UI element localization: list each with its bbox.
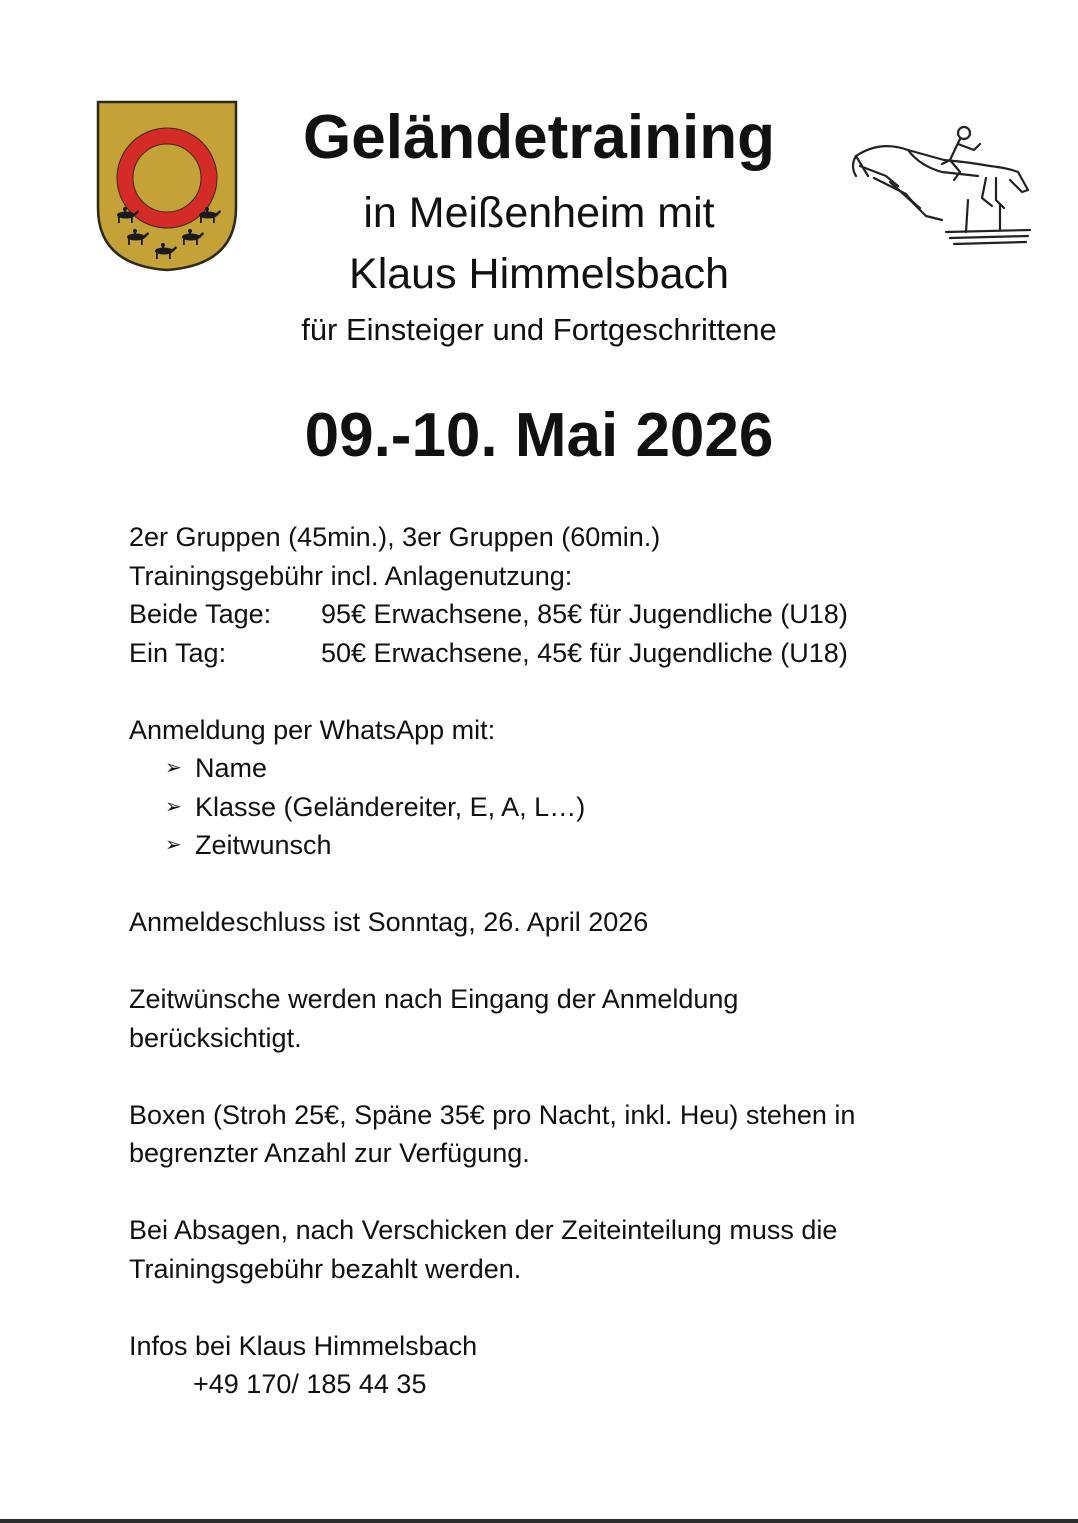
details-section [129,518,1029,1404]
bottom-border [0,1519,1078,1523]
time-wishes-note: berücksichtigt. [129,1022,302,1053]
boxes-note: Boxen (Stroh 25€, Späne 35€ pro Nacht, inkl. Heu) stehen in [129,1099,856,1130]
subtitle-trainer: Klaus Himmelsbach [349,250,729,298]
list-item-label: Name [195,753,268,783]
event-date: 09.-10. Mai 2026 [304,401,774,470]
list-item [165,826,1029,865]
registration-list [129,749,1029,865]
list-item [165,749,1029,788]
contact-phone[interactable]: +49 170/ 185 44 35 [193,1369,427,1399]
registration-heading: Anmeldung per WhatsApp mit: [129,714,496,745]
arrow-bullet-icon: ➢ [165,757,182,779]
arrow-bullet-icon: ➢ [165,795,182,818]
page-title: Geländetraining [303,103,775,172]
groups-info: 2er Gruppen (45min.), 3er Gruppen (60min.) [129,522,661,552]
subtitle-audience: für Einsteiger und Fortgeschrittene [301,312,777,347]
time-wishes-note: Zeitwünsche werden nach Eingang der Anmeldung [129,984,739,1014]
fee-label: Beide Tage: [129,599,272,629]
fee-value: 50€ Erwachsene, 45€ für Jugendliche (U18) [321,637,848,668]
list-item-label: Zeitwunsch [195,830,332,860]
arrow-bullet-icon: ➢ [165,834,182,856]
fee-label: Ein Tag: [129,637,227,668]
fee-heading: Trainingsgebühr incl. Anlagenutzung: [129,560,573,591]
list-item [165,788,1029,827]
list-item-label: Klasse (Geländereiter, E, A, L…) [195,791,586,822]
cancellation-note: Bei Absagen, nach Verschicken der Zeiteinteilung muss die [129,1215,838,1245]
boxes-note: begrenzter Anzahl zur Verfügung. [129,1138,530,1168]
subtitle-location: in Meißenheim mit [363,189,715,237]
fee-row [129,634,1029,673]
fee-value: 95€ Erwachsene, 85€ für Jugendliche (U18) [321,599,848,629]
contact-label: Infos bei Klaus Himmelsbach [129,1330,478,1361]
cancellation-note: Trainingsgebühr bezahlt werden. [129,1253,522,1284]
registration-deadline: Anmeldeschluss ist Sonntag, 26. April 2026 [129,907,649,937]
fee-row [129,595,1029,634]
